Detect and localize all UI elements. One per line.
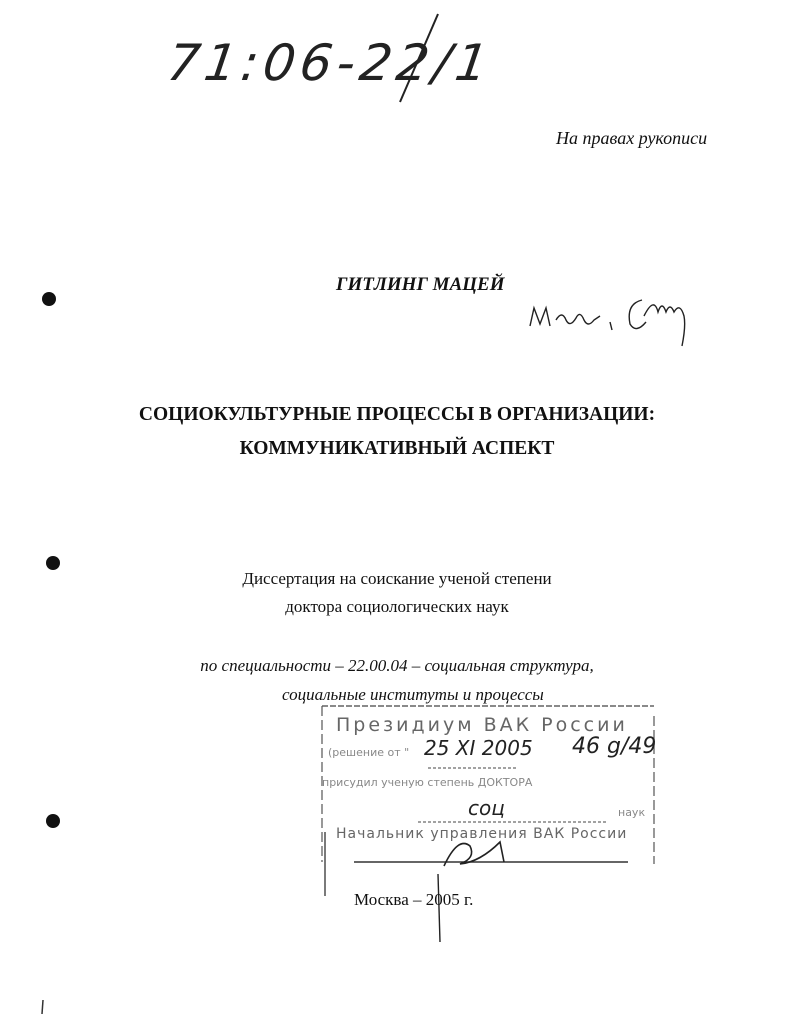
stamp-handwritten-field: соц — [468, 796, 505, 820]
dissertation-title-line-2: КОММУНИКАТИВНЫЙ АСПЕКТ — [239, 438, 555, 459]
degree-description-line-2: доктора социологических наук — [285, 597, 509, 616]
handwritten-slash-stroke — [380, 8, 450, 108]
degree-description-line-1: Диссертация на соискание ученой степени — [242, 569, 552, 588]
specialty-line-2: социальные институты и процессы — [282, 685, 544, 704]
stamp-official-signature — [438, 826, 528, 872]
author-signature — [526, 286, 706, 350]
punch-hole — [42, 292, 56, 306]
dissertation-title-line-1: СОЦИОКУЛЬТУРНЫЕ ПРОЦЕССЫ В ОРГАНИЗАЦИИ: — [138, 404, 656, 425]
handwritten-archive-number: 71:06-22/1 — [163, 34, 497, 92]
pen-stroke — [430, 870, 450, 950]
vak-approval-stamp — [318, 702, 658, 872]
city-year: Москва – 2005 г. — [354, 890, 474, 909]
scan-artifact-mark — [38, 998, 48, 1018]
stamp-line-3: присудил ученую степень ДОКТОРА — [322, 776, 533, 789]
pen-stroke — [320, 830, 330, 900]
punch-hole — [46, 814, 60, 828]
stamp-handwritten-date: 25 XI 2005 — [424, 736, 533, 760]
specialty-line-1: по специальности – 22.00.04 – социальная структура, — [200, 656, 594, 675]
stamp-handwritten-number: 46 g/49 — [572, 734, 657, 759]
stamp-line-1: Президиум ВАК России — [336, 714, 628, 736]
stamp-line-2: (решение от " — [328, 746, 410, 759]
stamp-line-4: наук — [618, 806, 646, 819]
author-name: ГИТЛИНГ МАЦЕЙ — [336, 274, 505, 295]
stamp-line-5: Начальник управления ВАК России — [336, 826, 628, 842]
manuscript-rights-note: На правах рукописи — [556, 128, 708, 148]
